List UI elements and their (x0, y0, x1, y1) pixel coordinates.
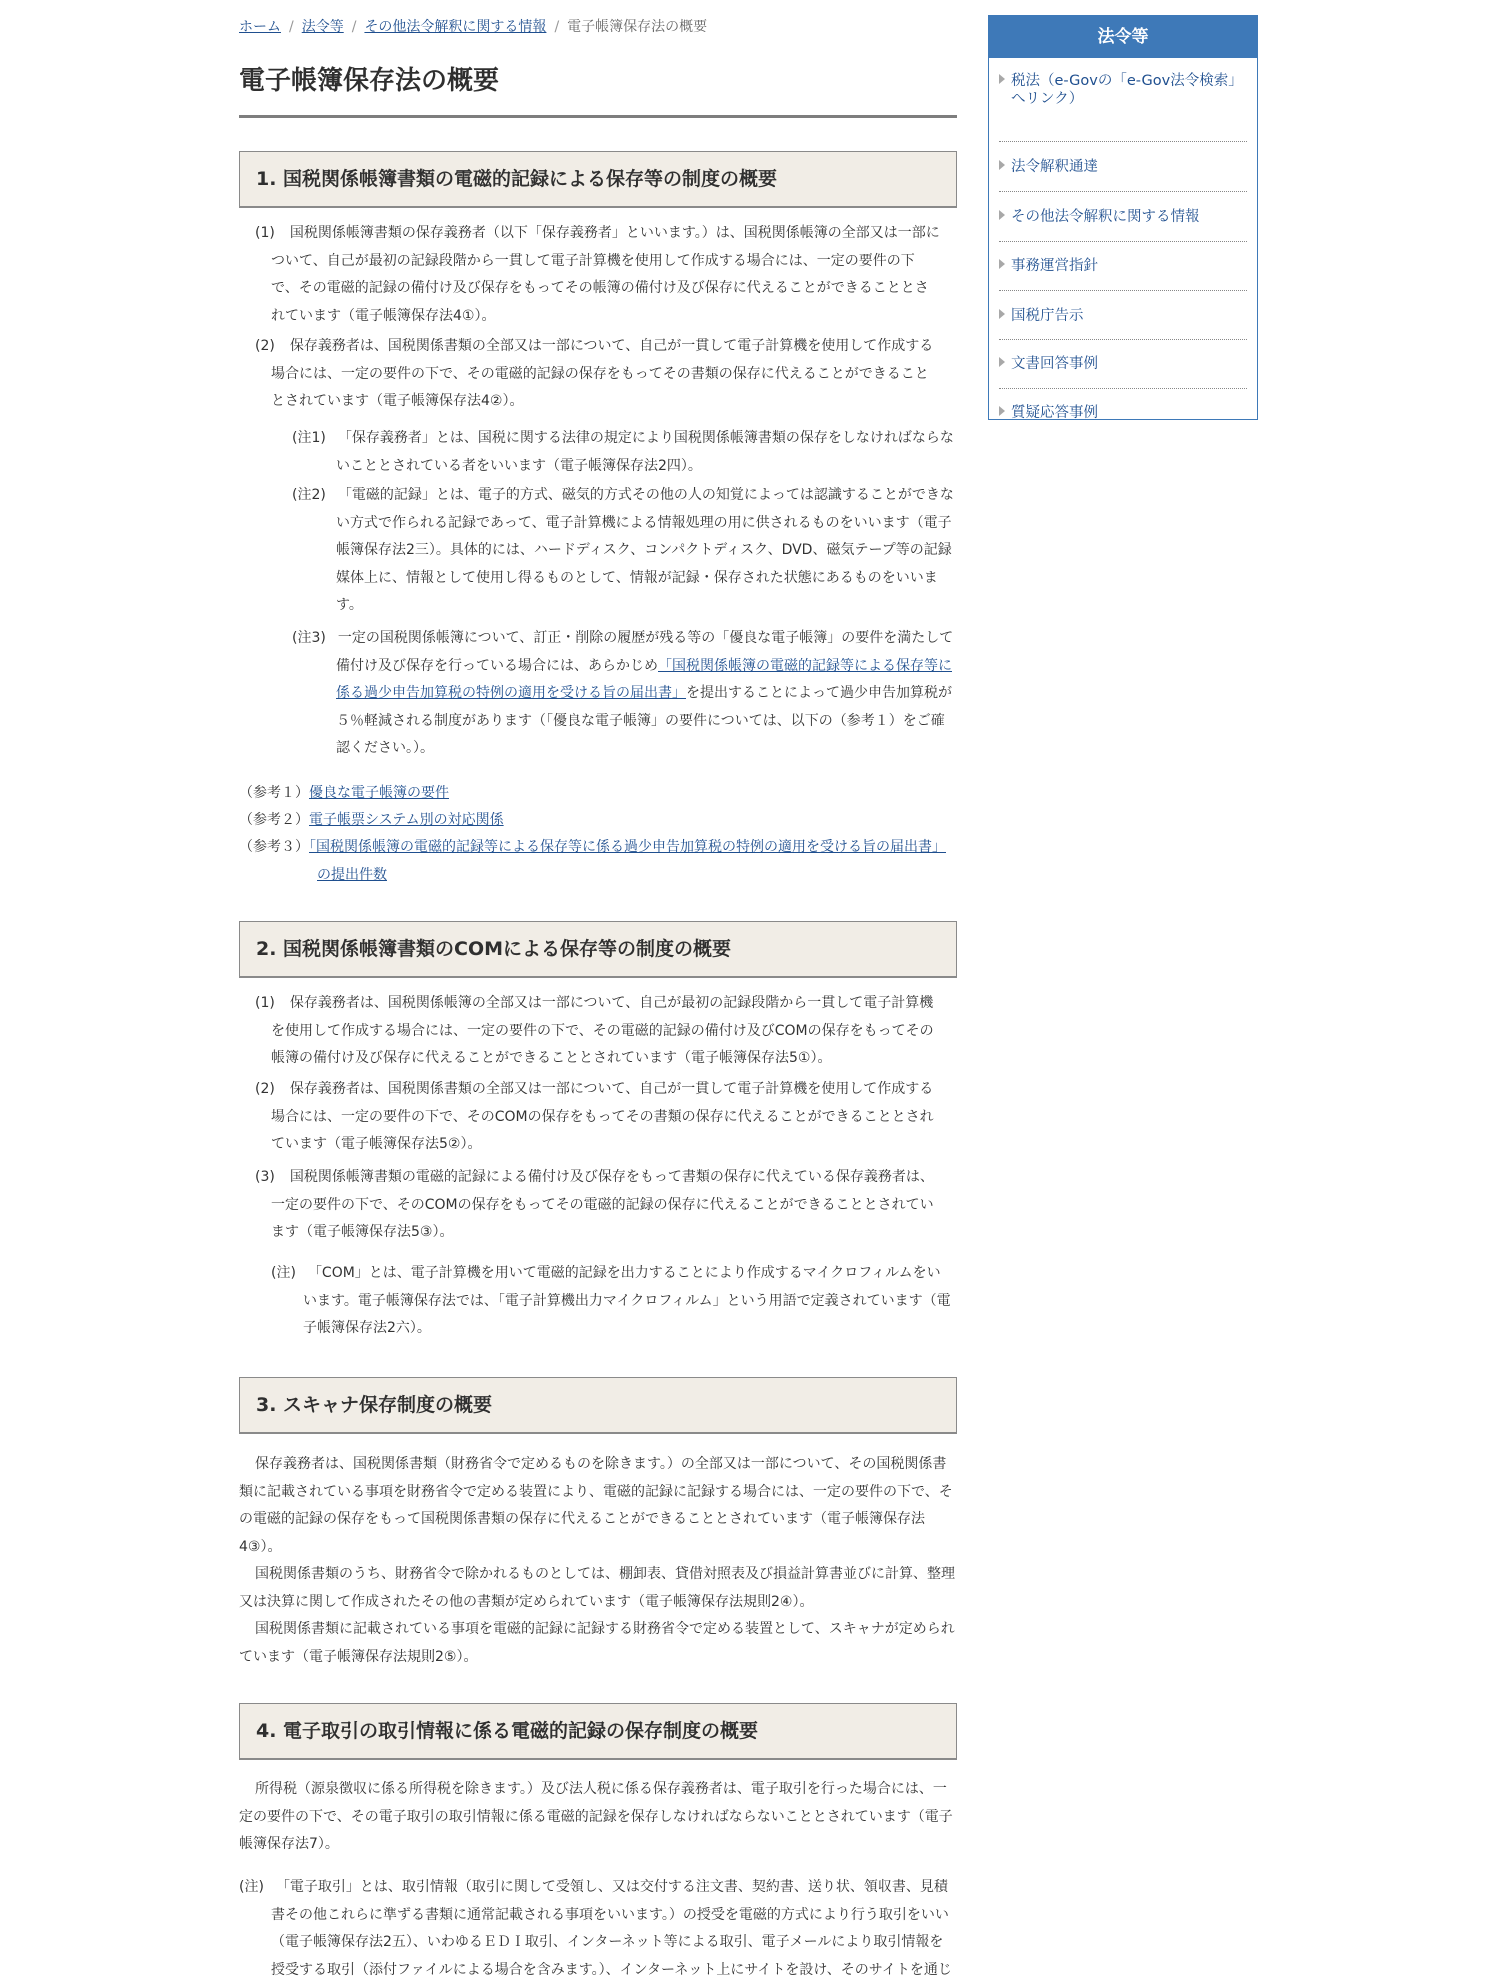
paragraph-text: 国税関係帳簿書類の保存義務者（以下「保存義務者」といいます。）は、国税関係帳簿の全部又は一部について、自己が最初の記録段階から一貫して電子計算機を使用して作成する場合には、一定の要件の下で、その電磁的記録の備付け及び保存をもってその帳簿の備付け及び保存に代えることができることとされています（電子帳簿保存法4①）。 (271, 225, 940, 324)
sec4-note (239, 1874, 957, 1984)
paragraph-label: (1) (255, 995, 275, 1011)
paragraph-text: 国税関係帳簿書類の電磁的記録による備付け及び保存をもって書類の保存に代えている保存義務者は、一定の要件の下で、そのCOMの保存をもってその電磁的記録の保存に代えることができることとされています（電子帳簿保存法5③）。 (271, 1169, 934, 1240)
paragraph-label: (3) (255, 1169, 275, 1185)
arrow-right-icon (999, 74, 1005, 84)
note-label: (注3) (292, 630, 326, 646)
paragraph-label: (2) (255, 338, 275, 354)
sidebar-item-label[interactable]: 税法（e-Govの「e-Gov法令検索」へリンク） (1011, 73, 1243, 107)
sidebar-item-zeihou[interactable] (999, 72, 1247, 142)
reference-label: （参考３） (239, 839, 309, 855)
sidebar-item-label[interactable]: その他法令解釈に関する情報 (1011, 209, 1200, 225)
breadcrumb-hourei-link[interactable]: 法令等 (301, 19, 344, 35)
breadcrumb-current: 電子帳簿保存法の概要 (567, 19, 708, 35)
note-text: 「電磁的記録」とは、電子的方式、磁気的方式その他の人の知覚によっては認識することができない方式で作られる記録であって、電子計算機による情報処理の用に供されるものをいいます（電子帳簿保存法2三）。具体的には、ハードディスク、コンパクトディスク、DVD、磁気テープ等の記録媒体上に、情報として使用し得るものとして、情報が記録・保存された状態にあるものをいいます。 (336, 487, 954, 613)
paragraph-label: (2) (255, 1081, 275, 1097)
reference-1 (239, 780, 449, 808)
sidebar-item-tsutatsu[interactable] (999, 142, 1247, 192)
sec1-note-3 (292, 625, 956, 763)
breadcrumb-sonota-link[interactable]: その他法令解釈に関する情報 (364, 19, 547, 35)
note-text: を提出することによって過少申告加算税が５％軽減される制度があります（「優良な電子帳簿」の要件については、以下の（参考１）をご確認ください。）。 (336, 685, 952, 756)
sec3-paragraph-3: 国税関係書類に記載されている事項を電磁的記録に記録する財務省令で定める装置として、スキャナが定められています（電子帳簿保存法規則2⑤）。 (239, 1621, 955, 1665)
breadcrumb-separator: / (351, 19, 357, 35)
note-text: 「保存義務者」とは、国税に関する法律の規定により国税関係帳簿書類の保存をしなければならないこととされている者をいいます（電子帳簿保存法2四）。 (336, 430, 954, 474)
sidebar-item-sonota[interactable] (999, 192, 1247, 242)
sec1-paragraph-1 (255, 220, 941, 330)
title-divider (239, 115, 957, 118)
sec2-paragraph-2 (255, 1076, 941, 1159)
note-label: (注2) (292, 487, 326, 503)
paragraph-label: (1) (255, 225, 275, 241)
arrow-right-icon (999, 259, 1005, 269)
note-text: 「電子取引」とは、取引情報（取引に関して受領し、又は交付する注文書、契約書、送り状、領収書、見積書その他これらに準ずる書類に通常記載される事項をいいます。）の授受を電磁的方式により行う取引をいい（電子帳簿保存法2五）、いわゆるＥＤＩ取引、インターネット等による取引、電子メールにより取引情報を授受する取引（添付ファイルによる場合を含みます。）、インターネット上にサイトを設け、そのサイトを通じ (271, 1879, 952, 1978)
sidebar-item-kokuji[interactable] (999, 291, 1247, 340)
arrow-right-icon (999, 357, 1005, 367)
sidebar-title: 法令等 (989, 16, 1257, 58)
sec3-paragraph-1: 保存義務者は、国税関係書類（財務省令で定めるものを除きます。）の全部又は一部について、その国税関係書類に記載されている事項を財務省令で定める装置により、電磁的記録に記録する場合には、一定の要件の下で、その電磁的記録の保存をもって国税関係書類の保存に代えることができることとされています（電子帳簿保存法4③）。 (239, 1456, 953, 1555)
section-heading-2: 2. 国税関係帳簿書類のCOMによる保存等の制度の概要 (239, 921, 957, 978)
sec2-note (271, 1260, 953, 1343)
breadcrumb (239, 16, 707, 36)
page-title: 電子帳簿保存法の概要 (239, 66, 500, 96)
note-text: 一定の国税関係帳簿について、訂正・削除の履歴が残る等の「優良な電子帳簿」の要件を満たして備付け及び保存を行っている場合には、あらかじめ (336, 630, 954, 674)
sec1-paragraph-2 (255, 333, 941, 416)
breadcrumb-home-link[interactable]: ホーム (239, 19, 281, 35)
note-text: 「COM」とは、電子計算機を用いて電磁的記録を出力することにより作成するマイクロフィルムをいいます。電子帳簿保存法では、「電子計算機出力マイクロフィルム」という用語で定義されています（電子帳簿保存法2六）。 (303, 1265, 951, 1336)
sec2-paragraph-1 (255, 990, 941, 1073)
sidebar-item-shishin[interactable] (999, 242, 1247, 291)
sidebar-item-label[interactable]: 事務運営指針 (1011, 258, 1098, 274)
sec4-paragraph-1: 所得税（源泉徴収に係る所得税を除きます。）及び法人税に係る保存義務者は、電子取引を行った場合には、一定の要件の下で、その電子取引の取引情報に係る電磁的記録を保存しなければならないこととされています（電子帳簿保存法7）。 (239, 1781, 953, 1852)
paragraph-text: 保存義務者は、国税関係書類の全部又は一部について、自己が一貫して電子計算機を使用して作成する場合には、一定の要件の下で、そのCOMの保存をもってその書類の保存に代えることができることとされています（電子帳簿保存法5②）。 (271, 1081, 934, 1152)
sec1-note-1 (292, 425, 956, 480)
arrow-right-icon (999, 210, 1005, 220)
note-label: (注1) (292, 430, 326, 446)
reference-2-link[interactable]: 電子帳票システム別の対応関係 (309, 812, 504, 828)
section-heading-1: 1. 国税関係帳簿書類の電磁的記録による保存等の制度の概要 (239, 151, 957, 208)
sidebar-item-label[interactable]: 法令解釈通達 (1011, 159, 1098, 175)
reference-label: （参考１） (239, 785, 309, 801)
paragraph-text: 保存義務者は、国税関係書類の全部又は一部について、自己が一貫して電子計算機を使用して作成する場合には、一定の要件の下で、その電磁的記録の保存をもってその書類の保存に代えることができることとされています（電子帳簿保存法4②）。 (271, 338, 934, 409)
breadcrumb-separator: / (554, 19, 560, 35)
reference-2 (239, 807, 504, 835)
section-heading-3: 3. スキャナ保存制度の概要 (239, 1377, 957, 1434)
arrow-right-icon (999, 406, 1005, 416)
reference-label: （参考２） (239, 812, 309, 828)
breadcrumb-separator: / (289, 19, 294, 35)
sidebar-item-label[interactable]: 文書回答事例 (1011, 356, 1098, 372)
arrow-right-icon (999, 309, 1005, 319)
reference-3 (239, 834, 957, 889)
kasanzei-notification-link[interactable]: 「国税関係帳簿の電磁的記録等による保存等に係る過少申告加算税の特例の適用を受ける旨の届出書」 (336, 657, 952, 701)
sidebar-item-label[interactable]: 国税庁告示 (1011, 308, 1084, 324)
sec3-paragraph-2: 国税関係書類のうち、財務省令で除かれるものとしては、棚卸表、貸借対照表及び損益計算書並びに計算、整理又は決算に関して作成されたその他の書類が定められています（電子帳簿保存法規則2④）。 (239, 1566, 955, 1610)
sidebar-item-shitsugi[interactable] (999, 389, 1247, 419)
paragraph-text: 保存義務者は、国税関係帳簿の全部又は一部について、自己が最初の記録段階から一貫して電子計算機を使用して作成する場合には、一定の要件の下で、その電磁的記録の備付け及びCOMの保存をもってその帳簿の備付け及び保存に代えることができることとされています（電子帳簿保存法5①）。 (271, 995, 934, 1066)
reference-3-link[interactable]: 「国税関係帳簿の電磁的記録等による保存等に係る過少申告加算税の特例の適用を受ける旨の届出書」の提出件数 (309, 839, 946, 883)
note-label: (注) (271, 1265, 296, 1281)
arrow-right-icon (999, 160, 1005, 170)
sec1-note-2 (292, 482, 956, 620)
note-label: (注) (239, 1879, 264, 1895)
sec2-paragraph-3 (255, 1164, 941, 1247)
section-heading-4: 4. 電子取引の取引情報に係る電磁的記録の保存制度の概要 (239, 1703, 957, 1760)
sidebar-item-bunsho[interactable] (999, 340, 1247, 389)
sidebar-item-label[interactable]: 質疑応答事例 (1011, 405, 1098, 421)
sidebar-menu (988, 15, 1258, 420)
reference-1-link[interactable]: 優良な電子帳簿の要件 (309, 785, 449, 801)
